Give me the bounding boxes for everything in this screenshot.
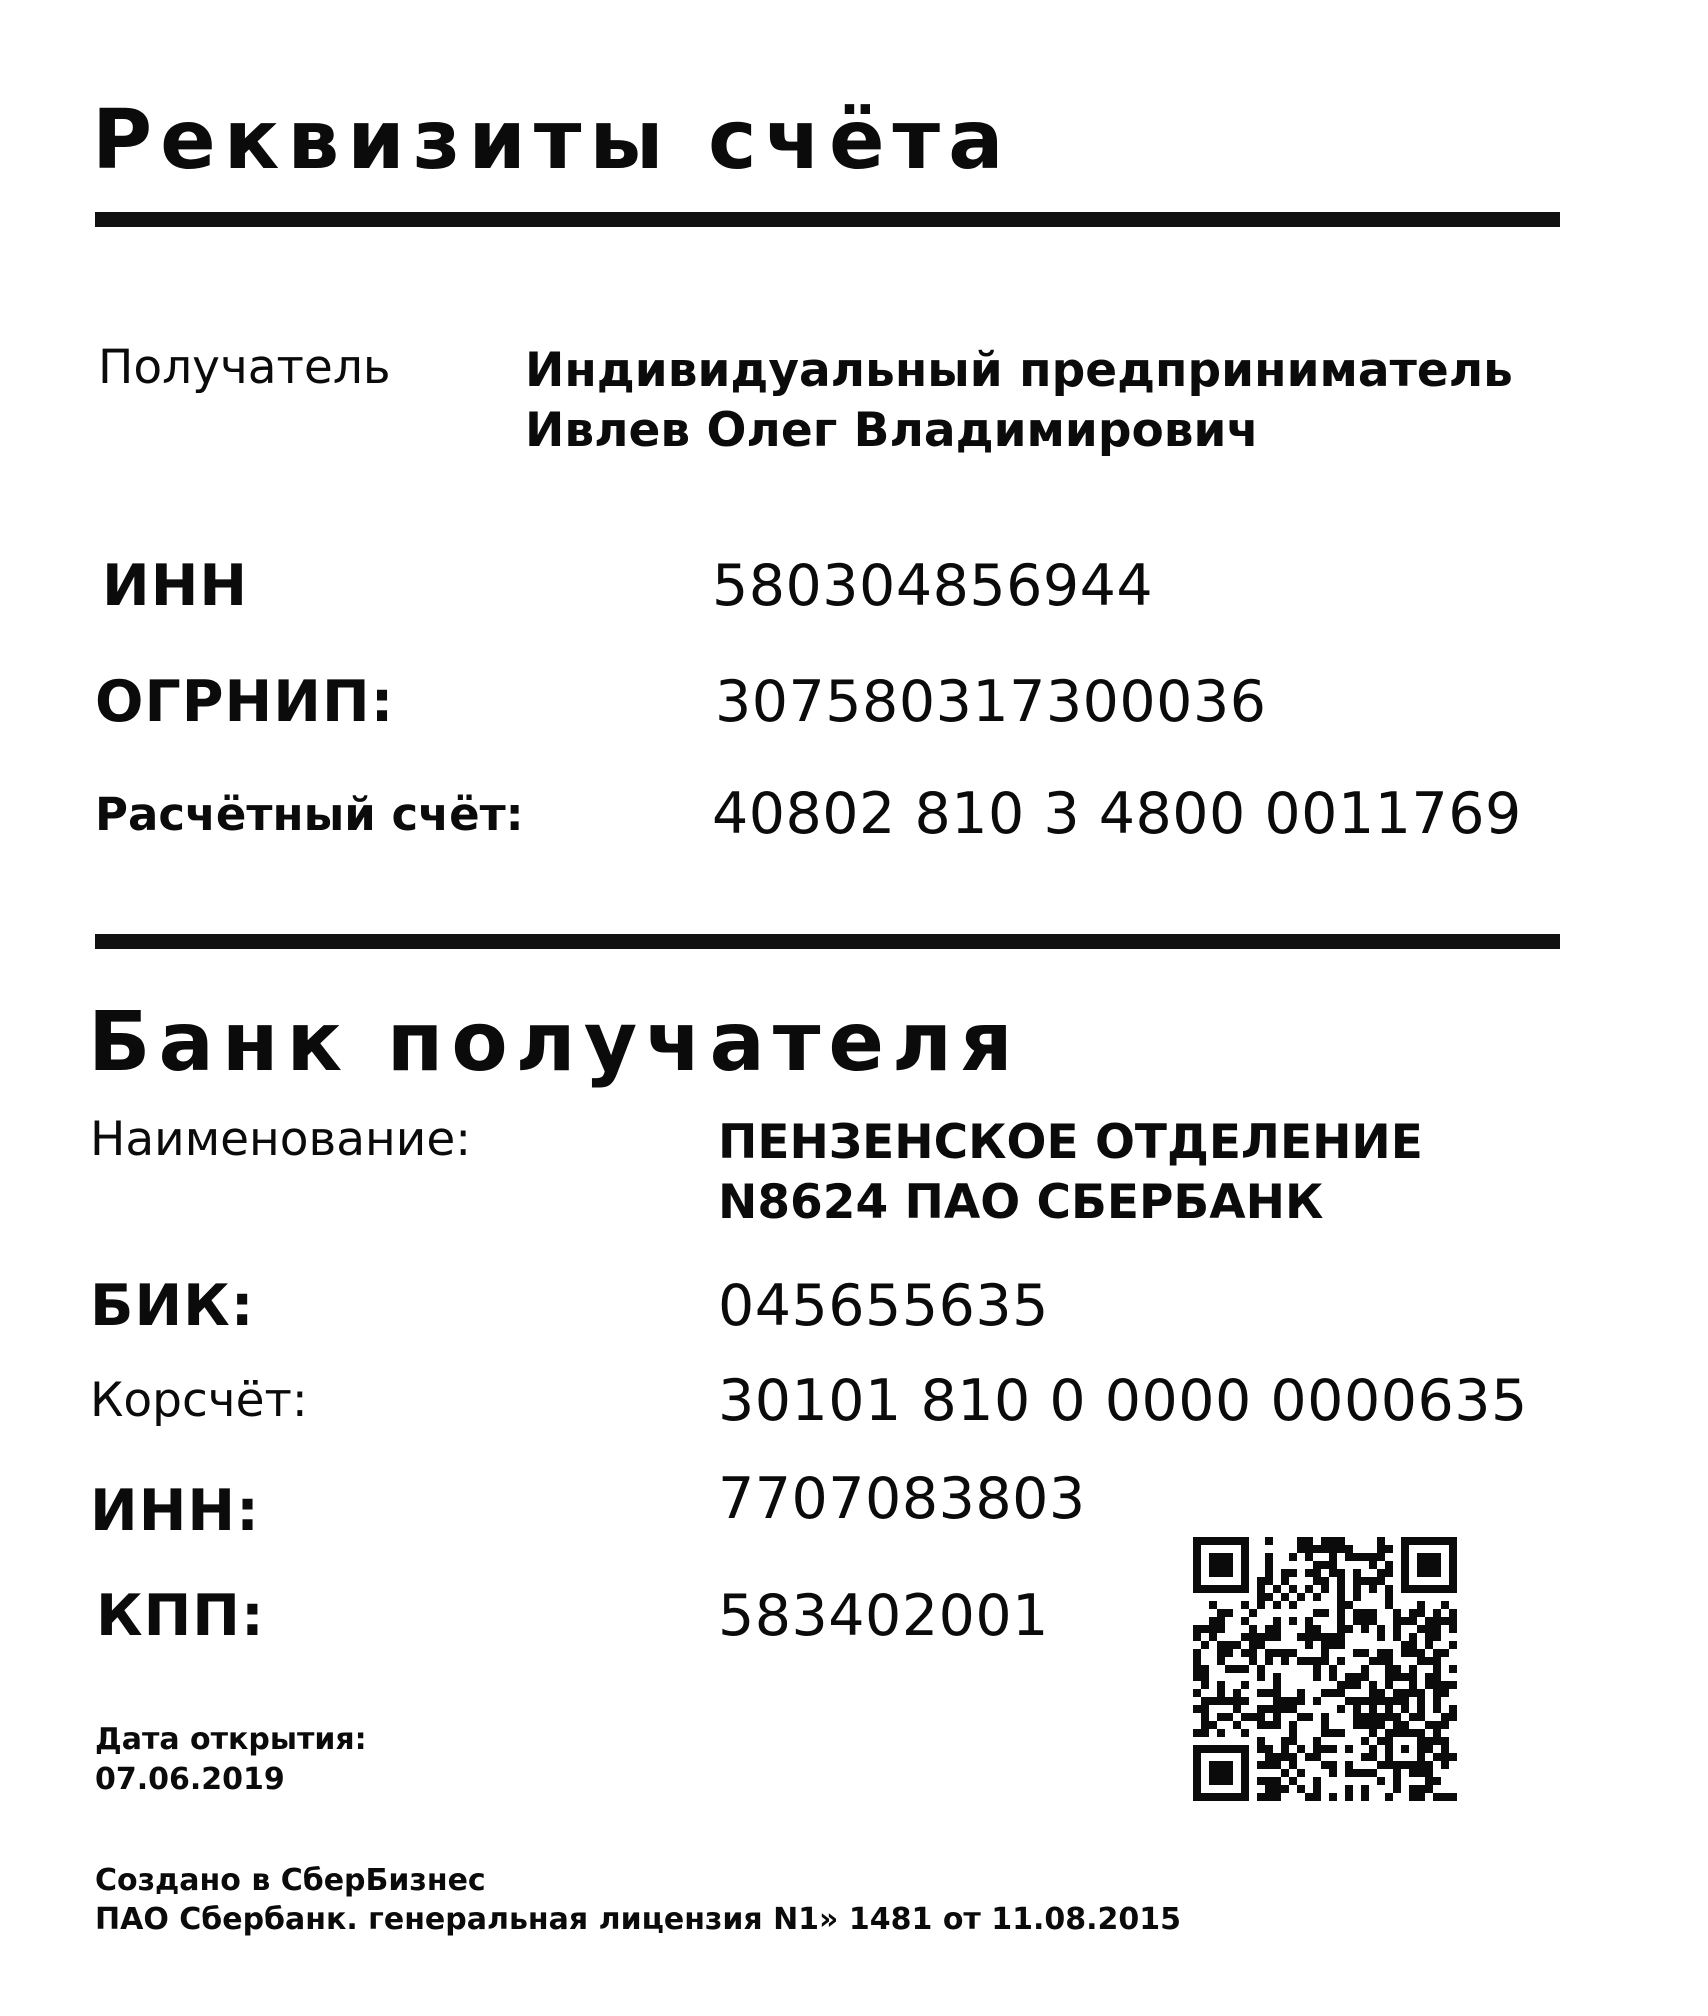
recipient-label: Получатель [98, 340, 391, 395]
bank-name-label: Наименование: [90, 1112, 472, 1167]
bik-label: БИК: [90, 1273, 255, 1339]
recipient-name-line1: Индивидуальный предприниматель [525, 343, 1513, 398]
bik-value: 045655635 [718, 1273, 1049, 1339]
inn-value: 580304856944 [712, 553, 1154, 619]
bank-inn-value: 7707083803 [718, 1466, 1086, 1532]
bank-name-line1: ПЕНЗЕНСКОЕ ОТДЕЛЕНИЕ [718, 1115, 1423, 1170]
recipient-name-line2: Ивлев Олег Владимирович [525, 403, 1259, 458]
footer-created-in: Создано в СберБизнес [95, 1863, 486, 1898]
account-value: 40802 810 3 4800 0011769 [712, 781, 1522, 847]
bank-name-line2: N8624 ПАО СБЕРБАНК [718, 1175, 1324, 1230]
opening-date-value: 07.06.2019 [95, 1762, 285, 1797]
section-divider [95, 934, 1560, 949]
qr-code-icon [1193, 1537, 1457, 1801]
ogrnip-label: ОГРНИП: [95, 669, 395, 735]
account-label: Расчётный счёт: [95, 788, 524, 841]
page-title: Реквизиты счёта [92, 93, 1012, 188]
kpp-label: КПП: [96, 1583, 265, 1649]
title-divider [95, 212, 1560, 227]
corr-account-label: Корсчёт: [90, 1373, 308, 1428]
bank-section-title: Банк получателя [88, 995, 1021, 1090]
footer-license: ПАО Сбербанк. генеральная лицензия N1» 1481 от 11.08.2015 [95, 1902, 1182, 1937]
qr-code-image [1193, 1537, 1457, 1801]
corr-account-value: 30101 810 0 0000 0000635 [718, 1368, 1528, 1434]
inn-label: ИНН [102, 553, 249, 619]
bank-inn-label: ИНН: [90, 1478, 260, 1544]
ogrnip-value: 307580317300036 [715, 669, 1267, 735]
opening-date-label: Дата открытия: [95, 1722, 367, 1757]
kpp-value: 583402001 [718, 1583, 1049, 1649]
